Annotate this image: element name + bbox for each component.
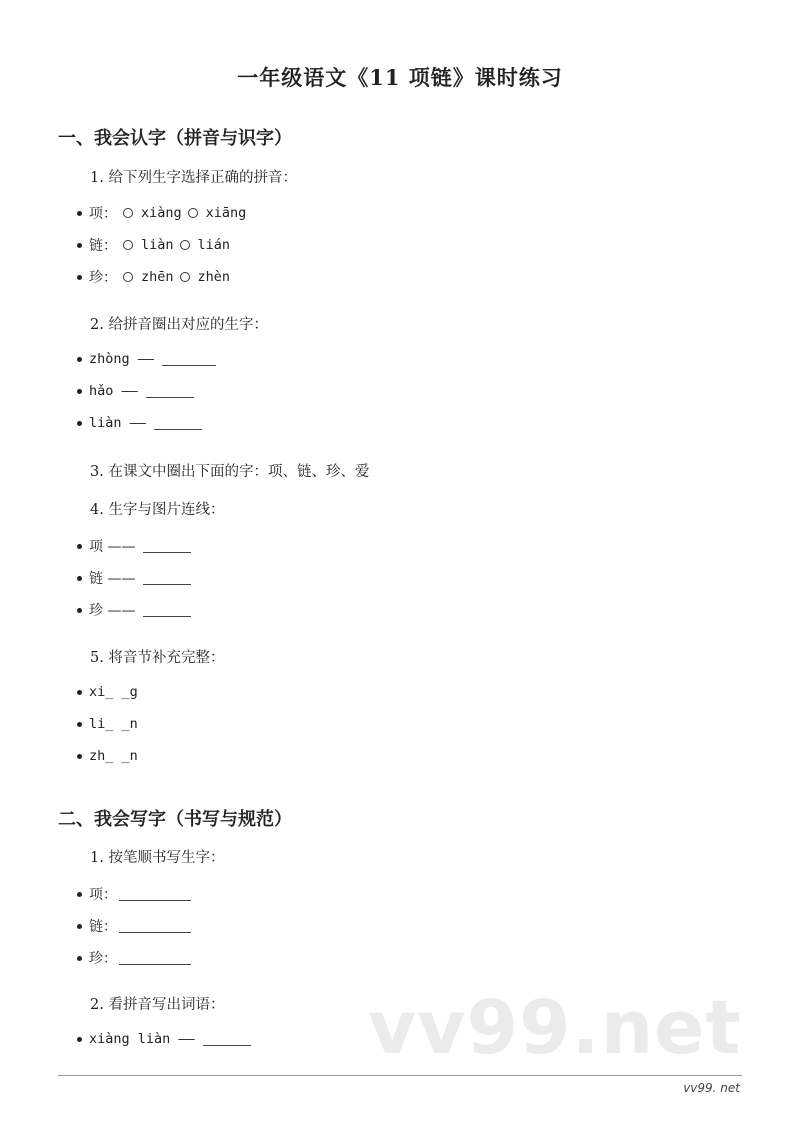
question-1-3-prompt: 3. 在课文中圈出下面的字：项、链、珍、爱 xyxy=(90,464,370,480)
option-1-label: xiàng xyxy=(141,205,182,221)
bullet-icon xyxy=(77,357,82,362)
radio-option-1[interactable] xyxy=(123,208,133,218)
list-item xyxy=(77,568,191,588)
list-item xyxy=(77,884,191,904)
bullet-icon xyxy=(77,690,82,695)
list-item xyxy=(77,1031,251,1047)
question-2-2-prompt: 2. 看拼音写出词语： xyxy=(90,997,225,1013)
bullet-icon xyxy=(77,956,82,961)
question-1-5-prompt: 5. 将音节补充完整： xyxy=(90,650,225,666)
item-char: 珍： xyxy=(89,951,117,967)
option-1-label: liàn xyxy=(141,237,174,253)
item-char: 珍： xyxy=(89,270,117,286)
syllable-text: li_ _n xyxy=(89,716,138,732)
answer-blank[interactable] xyxy=(154,417,202,430)
option-1-label: zhēn xyxy=(141,269,174,285)
syllable-text: zh_ _n xyxy=(89,748,138,764)
item-char: 项： xyxy=(89,206,117,222)
watermark-text: vv99.net xyxy=(368,985,742,1071)
option-2-label: lián xyxy=(197,237,231,253)
list-item xyxy=(77,267,230,287)
answer-blank[interactable] xyxy=(119,952,191,965)
list-item xyxy=(77,536,191,556)
answer-blank[interactable] xyxy=(143,540,191,553)
bullet-icon xyxy=(77,544,82,549)
bullet-icon xyxy=(77,275,82,280)
item-char: 项 —— xyxy=(89,539,136,555)
answer-blank[interactable] xyxy=(143,604,191,617)
option-2-label: zhèn xyxy=(197,269,231,285)
list-item xyxy=(77,948,191,968)
option-2-label: xiāng xyxy=(205,205,247,221)
item-pinyin: liàn —— xyxy=(89,415,146,431)
syllable-text: xi_ _g xyxy=(89,684,138,700)
item-pinyin: xiàng liàn —— xyxy=(89,1031,195,1047)
page-title: 一年级语文《11 项链》课时练习 xyxy=(237,65,563,90)
item-pinyin: hǎo —— xyxy=(89,383,138,399)
list-item xyxy=(77,916,191,936)
radio-option-2[interactable] xyxy=(180,240,190,250)
list-item xyxy=(77,684,138,700)
item-pinyin: zhòng —— xyxy=(89,351,155,367)
answer-blank[interactable] xyxy=(203,1033,251,1046)
radio-option-1[interactable] xyxy=(123,240,133,250)
question-1-1-prompt: 1. 给下列生字选择正确的拼音： xyxy=(90,170,297,186)
bullet-icon xyxy=(77,892,82,897)
item-char: 链： xyxy=(89,238,117,254)
bullet-icon xyxy=(77,211,82,216)
bullet-icon xyxy=(77,754,82,759)
list-item xyxy=(77,748,138,764)
bullet-icon xyxy=(77,608,82,613)
radio-option-2[interactable] xyxy=(188,208,198,218)
answer-blank[interactable] xyxy=(119,920,191,933)
radio-option-2[interactable] xyxy=(180,272,190,282)
bullet-icon xyxy=(77,576,82,581)
list-item xyxy=(77,600,191,620)
bullet-icon xyxy=(77,722,82,727)
answer-blank[interactable] xyxy=(162,353,216,366)
bullet-icon xyxy=(77,924,82,929)
list-item xyxy=(77,351,216,367)
question-2-1-prompt: 1. 按笔顺书写生字： xyxy=(90,850,225,866)
section-heading-2: 二、我会写字（书写与规范） xyxy=(58,809,292,830)
section-heading-1: 一、我会认字（拼音与识字） xyxy=(58,128,292,149)
bullet-icon xyxy=(77,421,82,426)
answer-blank[interactable] xyxy=(146,385,194,398)
footer-divider xyxy=(58,1075,742,1076)
radio-option-1[interactable] xyxy=(123,272,133,282)
item-char: 链 —— xyxy=(89,571,136,587)
item-char: 项： xyxy=(89,887,117,903)
item-char: 链： xyxy=(89,919,117,935)
bullet-icon xyxy=(77,243,82,248)
list-item xyxy=(77,235,230,255)
answer-blank[interactable] xyxy=(143,572,191,585)
question-1-4-prompt: 4. 生字与图片连线： xyxy=(90,502,225,518)
item-char: 珍 —— xyxy=(89,603,136,619)
bullet-icon xyxy=(77,389,82,394)
list-item xyxy=(77,716,138,732)
list-item xyxy=(77,415,202,431)
answer-blank[interactable] xyxy=(119,888,191,901)
list-item xyxy=(77,383,194,399)
footer-site[interactable]: vv99. net xyxy=(683,1081,740,1095)
question-1-2-prompt: 2. 给拼音圈出对应的生字： xyxy=(90,317,268,333)
list-item xyxy=(77,203,246,223)
bullet-icon xyxy=(77,1037,82,1042)
